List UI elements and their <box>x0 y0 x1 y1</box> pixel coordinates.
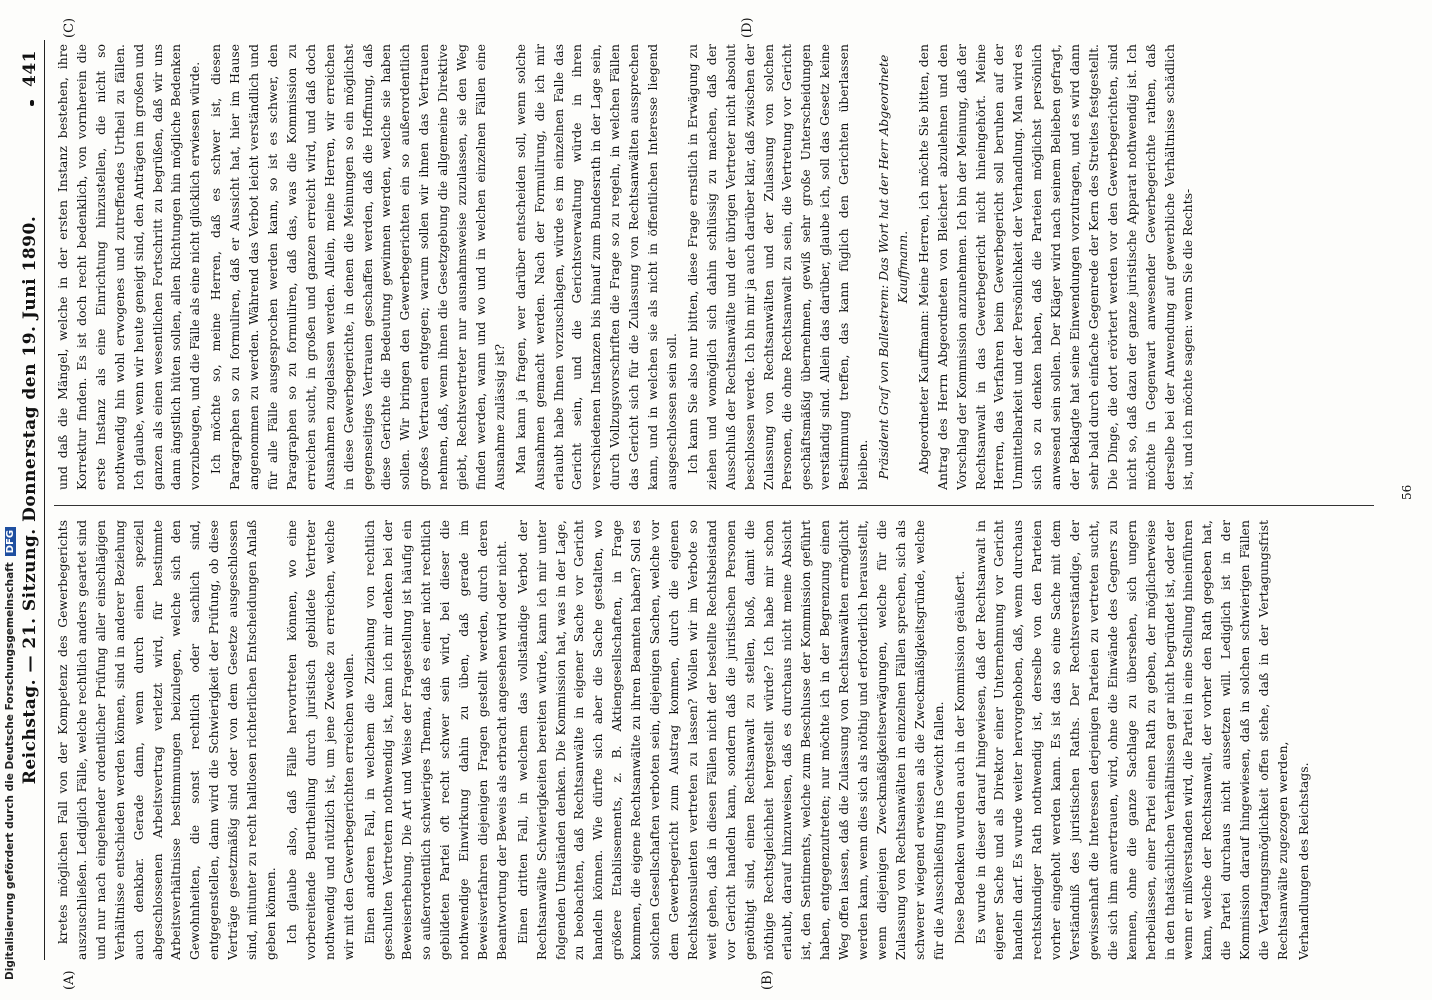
paragraph: Man kann ja fragen, wer darüber entscheiden soll, wenn solche Ausnahmen gemacht werden. Nach der Formulirung, die ich mir erlaubt habe Ihnen vorzuschlagen, würde es im einzelnen Falle das Gericht sein, und die Gerichtsverwaltung würde in ihren verschiedenen Instanzen bis hinauf zum Bundesrath in der Lage sein, durch Vollzugsvorschriften die Frage so zu regeln, in welchen Fällen das Gericht sich für die Zulassung von Rechtsanwälten aussprechen kann, und in welchen sie als nicht in öffentlichen Interesse liegend ausgeschlossen sein soll. <box>512 44 679 490</box>
paragraph: Ich glaube also, daß Fälle hervortreten können, wo eine vorbereitende Beurtheilung durch juristisch gebildete Vertreter nothwendig und nützlich ist, um jene Zwecke zu erreichen, welche wir mit den Gewerbegerichten erreichen wollen. <box>283 520 356 960</box>
paragraph: Ich kann Sie also nur bitten, diese Frage ernstlich in Erwägung zu ziehen und womöglich sich dahin schlüssig zu machen, daß der Ausschluß der Rechtsanwälte und der übrigen Vertreter nicht absolut beschlossen werde. Ich bin mir ja auch darüber klar, daß zwischen der Zulassung von Rechtsanwälten und der Zulassung von solchen Personen, die ohne Rechtsanwalt zu sein, die Vertretung vor Gericht geschäftsmäßig übernehmen, gewiß sehr große Unterscheidungen verständig sind. Allein das darüber, glaube ich, soll das Gesetz keine Bestimmung treffen, das kann füglich den Gerichten überlassen bleiben. <box>684 44 871 490</box>
margin-marker-c: (C) <box>62 17 77 38</box>
paragraph: Diese Bedenken wurden auch in der Kommission geäußert. <box>951 570 967 944</box>
margin-marker-d: (D) <box>740 17 755 38</box>
margin-marker-a: (A) <box>62 970 77 990</box>
paragraph: Einen anderen Fall, in welchem die Zuziehung von rechtlich geschulten Vertretern nothwendig ist, kann ich mir denken bei der Beweiserhebung. Die Art und Weise der Fragestellung ist häufig ein so außerordentlich schwieriges Thema, daß es einer nicht rechtlich gebildeten Partei oft recht schwer sein wird, bei dieser die nothwendige Einwirkung dahin zu üben, daß gerade im Beweisverfahren diejenigen Fragen gestellt werden, durch deren Beantwortung der Beweis als erbracht angesehen wird oder nicht. <box>361 520 509 960</box>
paragraph: Es wurde in dieser darauf hingewiesen, daß der Rechtsanwalt in eigener Sache und als Direktor einer Unternehmung vor Gericht handeln darf. Es wurde weiter hervorgehoben, daß, wenn durchaus rechtskundiger Rath nothwendig ist, derselbe von den Parteien vorher eingeholt werden kann. Es ist das so eine Sache mit dem Verständniß des juristischen Raths. Der Rechtsverständige, der gewissenhaft die Interessen derjenigen Parteien zu vertreten sucht, die sich ihm anvertrauen, wird, ohne die Einwände des Gegners zu kennen, ohne die ganze Sachlage zu übersehen, sich ungern herbeilassen, einer Partei einen Rath zu geben, der möglicherweise in den thatsächlichen Verhältnissen gar nicht begründet ist, oder der wenn er mißverstanden wird, die Partei in eine Stellung hineinführen kann, welche der Rechtsanwalt, der vorher den Rath gegeben hat, die Partei durchaus nicht aussetzen will. Lediglich ist in der Kommission darauf hingewiesen, daß in solchen schwierigen Fällen die Vertagungsmöglichkeit offen stehe, daß in der Vertagungsfrist Rechtsanwälte zugezogen werden, <box>972 520 1290 960</box>
left-text-column <box>54 520 1414 960</box>
page-footer: 56 <box>1400 484 1414 500</box>
digitization-notice <box>4 527 16 980</box>
scan-speck <box>30 100 34 106</box>
page-number: 441 <box>20 50 40 87</box>
paragraph: kretes möglichen Fall von der Kompetenz des Gewerbegerichts auszuschließen. Lediglich Fälle, welche rechtlich anders geartet sind und nur nach eingehender ordentlicher Prüfung aller einschlägigen Verhältnisse entschieden werden können, sind in anderer Beziehung auch denkbar. Gerade dann, wenn durch einen speziell abgeschlossenen Arbeitsvertrag verletzt wird, für bestimmte Arbeitsverhältnisse bestimmungen beizulegen, welche sich den Gewohnheiten, die sonst rechtlich oder sachlich sind, entgegenstellen, dann wird die Schwierigkeit der Prüfung, ob diese Verträge gesetzmäßig sind oder von dem Gesetze ausgeschlossen sind, mitunter zu recht haltlosen richterlichen Entscheidungen Anlaß geben können. <box>55 520 278 960</box>
header-title: Reichstag. — 21. Sitzung. Donnerstag den 19. Juni 1890. <box>20 215 40 785</box>
notice-text: Digitalisierung gefördert durch die Deutsche Forschungsgemeinschaft <box>4 562 16 980</box>
margin-marker-b: (B) <box>760 970 775 990</box>
signature-line: Verhandlungen des Reichstags. <box>1295 762 1311 960</box>
president-speech: Präsident Graf von Ballestrem: Das Wort hat der Herr Abgeordnete Kauffmann. <box>875 54 910 480</box>
right-text-column <box>54 44 1414 490</box>
column-divider <box>54 505 1374 506</box>
paragraph: und daß die Mängel, welche in der ersten Instanz bestehen, ihre Korrektur finden. Es ist doch recht bedenklich, von vornherein die erste Instanz als eine Einrichtung hinzustellen, die nicht so nothwendig hin wohl erwogenes und zutreffendes Urtheil zu fällen. Ich glaube, wenn wir heute geneigt sind, den Anträgen im großen und ganzen als einen wesentlichen Fortschritt zu begrüßen, daß wir uns dann ängstlich hüten sollen, allen Richtungen hin mögliche Bedenken vorzubeugen, und die Fälle als eine nicht glücklich erwiesen würde. <box>55 44 203 490</box>
paragraph: Ich möchte so, meine Herren, daß es schwer ist, diesen Paragraphen so zu formuliren, daß er Aussicht hat, hier im Hause angenommen zu werden. Während das Verbot leicht verständlich und für alle Fälle ausgesprochen werden kann, so ist es schwer, den Paragraphen so zu formuliren, daß das, was die Kommission zu erreichen sucht, in großen und ganzen erreicht wird, und daß doch Ausnahmen zugelassen werden. Allein, meine Herren, wir erreichen in diese Gewerbegerichte, in denen die Meinungen so ein möglichst gegenseitiges Vertrauen geschaffen werden, daß die Hoffnung, daß diese Gerichte die Bedeutung gewinnen werden, welche sie haben sollen. Wir bringen den Gewerbegerichten ein so außerordentlich großes Vertrauen entgegen; warum sollen wir ihnen das Vertrauen nehmen, daß, wenn ihnen die Gesetzgebung die allgemeine Direktive giebt, Rechtsvertreter nur ausnahmsweise zuzulassen, sie den Weg finden werden, wann und wo und in welchen einzelnen Fällen eine Ausnahme zulässig ist? <box>208 44 507 490</box>
paragraph: Einen dritten Fall, in welchem das vollständige Verbot der Rechtsanwälte Schwierigkeiten bereiten würde, kann ich mir unter folgenden Umständen denken. Die Kommission hat, was in der Lage, zu beobachten, daß Rechtsanwälte in eigener Sache vor Gericht handeln können. Wie dürfte sich aber die Sache gestalten, wo größere Etablissements, z. B. Aktiengesellschaften, in Frage kommen, die eigene Rechtsanwälte zu ihren Beamten haben? Soll es solchen Gesellschaften verboten sein, diejenigen Sachen, welche vor dem Gewerbegericht zum Austrag kommen, durch die eigenen Rechtskonsulenten vertreten zu lassen? Wollen wir im Verbote so weit gehen, daß in diesen Fällen nicht der bestellte Rechtsbeistand vor Gericht handeln kann, sondern daß die juristischen Personen genöthigt sind, einen Rechtsanwalt zu stellen, bloß, damit die nöthige Rechtsgleichheit hergestellt würde? Ich habe mir schon erlaubt, darauf hinzuweisen, daß es durchaus nicht meine Absicht ist, den Sentiments, welche zum Beschlusse der Kommission geführt haben, entgegenzutreten; nur möchte ich in der Begrenzung einen Weg offen lassen, daß die Zulassung von Rechtsanwälten ermöglicht werden kann, wenn dies sich als nöthig und erforderlich herausstellt, wenn diejenigen Zweckmäßigkeitserwägungen, welche für die Zulassung von Rechtsanwälten in einzelnen Fällen sprechen, sich als schwerer wiegend erweisen als die Zweckmäßigkeitsgründe, welche für die Ausschließung ins Gewicht fallen. <box>514 520 946 960</box>
digitization-strip <box>0 0 20 1000</box>
page-header <box>16 40 45 960</box>
dfg-logo: DFG <box>5 527 16 556</box>
paragraph: Abgeordneter Kauffmann: Meine Herren, ich möchte Sie bitten, den Antrag des Herrn Abgeordneten von Bleichert abzulehnen und den Vorschlag der Kommission anzunehmen. Ich bin der Meinung, daß der Rechtsanwalt in das Gewerbegericht nicht hineingehört. Meine Herren, das Verfahren beim Gewerbegericht soll beruhen auf der Unmittelbarkeit und der Persönlichkeit der Verhandlung. Man wird es sich so zu denken haben, daß die Parteien möglichst persönlich anwesend sein sollen. Der Kläger wird nach seinem Belieben gefragt, der Beklagte hat seine Einwendungen vorzutragen, und es wird dann sehr bald durch einfache Gegenrede der Kern des Streites festgestellt. Die Dinge, die dort erörtert werden vor den Gewerbegerichten, sind nicht so, daß dazu der ganze juristische Apparat nothwendig ist. Ich möchte in Gegenwart anwesender Gewerbegerichte rathen, daß derselbe bei der Anwendung auf gewerbliche Verhältnisse schädlich ist, und ich möchte sagen: wenn Sie die Rechts- <box>915 44 1196 490</box>
